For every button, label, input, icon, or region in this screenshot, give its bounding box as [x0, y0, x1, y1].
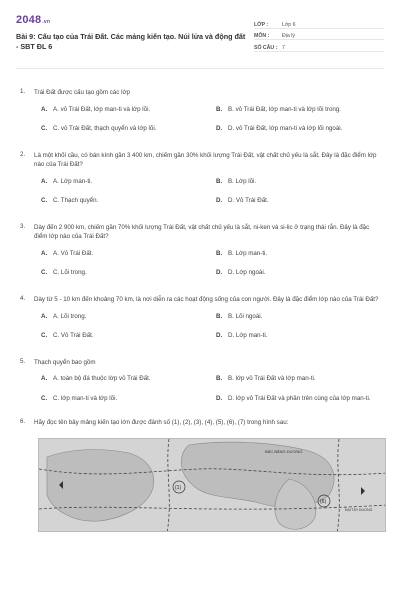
option-a[interactable] — [34, 313, 209, 322]
header-left — [16, 14, 246, 62]
option-c[interactable] — [34, 125, 209, 134]
option-letter: B. — [216, 249, 223, 257]
option-text: B. Lõi ngoài. — [228, 312, 263, 320]
map-label-plate-1: (1) — [175, 484, 182, 491]
question-text: Trái Đất được cấu tạo gồm các lớp — [34, 89, 130, 96]
option-letter: C. — [41, 394, 48, 402]
option-c[interactable] — [34, 269, 209, 278]
question-number: 4. — [20, 294, 26, 302]
meta-count-row — [254, 41, 384, 52]
option-text: C. lớp man-ti và lớp lõi. — [53, 394, 118, 402]
option-text: C. vỏ Trái Đất, thạch quyển và lớp lõi. — [53, 125, 157, 133]
option-letter: B. — [216, 375, 223, 383]
meta-count-label: SỐ CÂU : — [254, 44, 278, 51]
option-letter: D. — [216, 197, 223, 205]
document-title: Bài 9: Cấu tạo của Trái Đất. Các mảng kiến tạo. Núi lửa và động đất - SBT ĐL 6 — [16, 32, 246, 51]
option-text: D. Lớp man-ti. — [228, 332, 268, 340]
meta-subject-label: MÔN : — [254, 33, 270, 39]
site-logo[interactable] — [16, 14, 246, 26]
option-text: D. Lớp ngoài. — [228, 269, 266, 277]
map-drawing — [39, 439, 386, 532]
question-5 — [16, 358, 384, 415]
meta-class-label: LỚP : — [254, 21, 269, 28]
header-divider — [16, 68, 384, 69]
option-letter: B. — [216, 177, 223, 185]
question-text: Dày đến 2 900 km, chiếm gần 70% khối lượng Trái Đất, vật chất chủ yếu là sắt, ni-ken và si-lic ở trạng thái rắn. Đây là đặc điểm lớp nào của Trái Đất? — [34, 223, 370, 241]
question-3 — [16, 223, 384, 289]
option-text: D. vỏ Trái Đất, lớp man-ti và lớp lõi ngoài. — [228, 125, 343, 133]
options — [34, 375, 384, 414]
question-number: 1. — [20, 88, 26, 95]
option-a[interactable] — [34, 250, 209, 259]
option-text: D. Vỏ Trái Đất. — [228, 197, 269, 205]
option-d[interactable] — [209, 395, 384, 404]
map-label-ocean-right: ĐẠI TÂY DƯƠNG — [345, 507, 373, 512]
option-text: C. Vỏ Trái Đất. — [53, 332, 94, 340]
question-4 — [16, 295, 384, 352]
meta-class-value: Lớp 6 — [282, 21, 296, 28]
option-b[interactable] — [209, 375, 384, 384]
option-letter: A. — [41, 105, 48, 113]
option-text: B. vỏ Trái Đất, lớp man-ti và lớp lõi trong. — [228, 105, 341, 113]
meta-subject-value: Địa lý — [282, 33, 295, 39]
option-letter: D. — [216, 125, 223, 133]
header-meta — [254, 18, 384, 62]
option-letter: A. — [41, 177, 48, 185]
option-letter: A. — [41, 249, 48, 257]
option-text: D. lớp vỏ Trái Đất và phần trên cùng của lớp man-ti. — [228, 394, 371, 402]
question-text: Là một khối cầu, có bán kính gần 3 400 km, chiếm gần 30% khối lượng Trái Đất, vật chất chủ yếu là sắt. Đây là đặc điểm lớp nào của Trái Đất? — [34, 151, 377, 169]
option-d[interactable] — [209, 332, 384, 341]
logo-sub: .vn — [42, 19, 51, 25]
option-d[interactable] — [209, 269, 384, 278]
question-2 — [16, 151, 384, 217]
question-text: Thạch quyển bao gồm — [34, 358, 96, 366]
options — [34, 313, 384, 352]
option-text: A. Vỏ Trái Đất. — [53, 249, 94, 257]
option-text: A. toàn bộ đá thuộc lớp vỏ Trái Đất. — [53, 375, 151, 383]
option-text: A. Lớp man-ti. — [53, 177, 93, 185]
option-text: B. lớp vỏ Trái Đất và lớp man-ti. — [228, 375, 316, 383]
question-text: Dày từ 5 - 10 km đến khoảng 70 km, là nơi diễn ra các hoạt động sống của con người. Đây là đặc điểm lớp nào của Trái Đất? — [34, 295, 379, 303]
option-b[interactable] — [209, 313, 384, 322]
option-b[interactable] — [209, 106, 384, 115]
map-label-ocean: BẮC BĂNG DƯƠNG — [265, 448, 303, 454]
option-letter: C. — [41, 332, 48, 340]
question-6 — [16, 418, 384, 532]
question-1 — [16, 88, 384, 145]
meta-count-value: 7 — [282, 44, 285, 51]
option-b[interactable] — [209, 250, 384, 259]
option-letter: A. — [41, 375, 48, 383]
option-text: A. Lõi trong. — [53, 312, 87, 320]
option-letter: A. — [41, 312, 48, 320]
question-number: 3. — [20, 222, 26, 230]
option-d[interactable] — [209, 197, 384, 206]
tectonic-plates-map-image — [38, 438, 386, 532]
options — [34, 178, 384, 217]
question-text: Hãy đọc tên bảy mảng kiến tạo lớn được đánh số (1), (2), (3), (4), (5), (6), (7) trong hình sau: — [34, 419, 289, 427]
question-number: 6. — [20, 418, 26, 426]
question-number: 5. — [20, 357, 26, 365]
option-a[interactable] — [34, 178, 209, 187]
meta-subject-row — [254, 30, 384, 41]
option-letter: B. — [216, 312, 223, 320]
logo-main: 2048 — [16, 14, 42, 26]
option-letter: C. — [41, 125, 48, 133]
options — [34, 250, 384, 289]
option-text: C. Lõi trong. — [53, 269, 87, 277]
option-text: C. Thạch quyển. — [53, 197, 99, 205]
option-b[interactable] — [209, 178, 384, 187]
options — [34, 106, 384, 145]
option-letter: D. — [216, 394, 223, 402]
option-c[interactable] — [34, 395, 209, 404]
option-letter: D. — [216, 332, 223, 340]
option-letter: D. — [216, 269, 223, 277]
option-text: B. Lớp man-ti. — [228, 249, 268, 257]
worksheet-header — [16, 0, 384, 62]
option-text: A. vỏ Trái Đất, lớp man-ti và lớp lõi. — [53, 105, 151, 113]
option-letter: B. — [216, 105, 223, 113]
option-letter: C. — [41, 269, 48, 277]
option-d[interactable] — [209, 125, 384, 134]
option-a[interactable] — [34, 106, 209, 115]
option-c[interactable] — [34, 197, 209, 206]
option-letter: C. — [41, 197, 48, 205]
question-number: 2. — [20, 150, 26, 158]
option-a[interactable] — [34, 375, 209, 384]
meta-class-row — [254, 18, 384, 29]
option-text: B. Lớp lõi. — [228, 177, 257, 185]
map-label-plate-6: (6) — [320, 498, 327, 505]
option-c[interactable] — [34, 332, 209, 341]
